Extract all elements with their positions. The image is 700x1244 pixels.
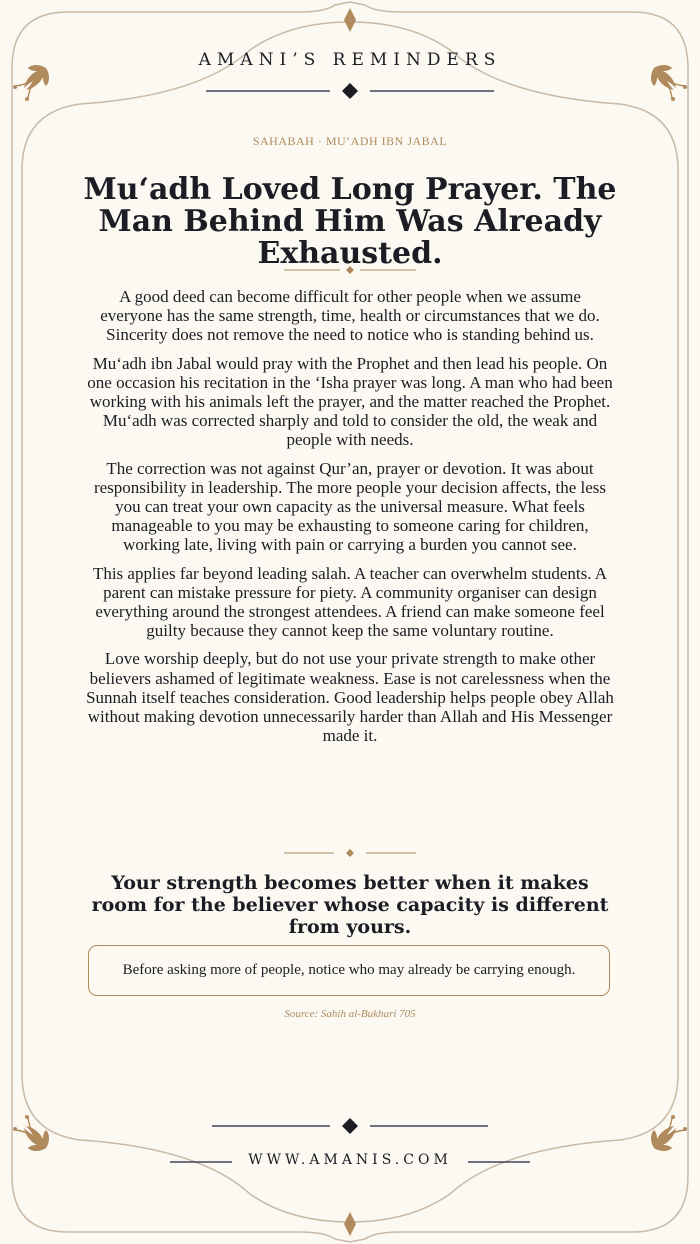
bottom-diamond-icon [344,1212,356,1236]
body-paragraph: The correction was not against Qur’an, prayer or devotion. It was about responsibility in leadership. The more people your decision affects, the less you can treat your own capacity as the universal measure. What feels manageable to you may be exhausting to someone caring for children, working late, living with pain or carrying a burden you cannot see. [93,458,607,555]
callout-text: Before asking more of people, notice who may already be carrying enough. [122,962,576,978]
body-paragraph: Mu‘adh ibn Jabal would pray with the Prophet and then lead his people. On one occasion his recitation in the ‘Isha prayer was long. A man who had been working with his animals left the prayer, and the matter reached the Prophet. Mu‘adh was corrected sharply and told to consider the old, the weak and people with needs. [87,353,613,450]
header-diamond-icon [342,83,358,99]
reflection-callout [88,945,610,996]
body-paragraph: A good deed can become difficult for other people when we assume everyone has the same strength, time, health or circumstances that we do. Sincerity does not remove the need to notice who is standing behind us. [100,287,600,345]
flourish-corner-icon-top-right [651,65,687,101]
source-citation: Source: Sahih al-Bukhari 705 [284,1008,416,1020]
article-category: SAHABAH · MU‘ADH IBN JABAL [252,134,448,148]
top-diamond-icon [344,8,356,32]
article-body [86,287,614,754]
flourish-corner-icon-top-left [13,65,49,101]
footer-diamond-icon [342,1118,358,1134]
body-paragraph: Love worship deeply, but do not use your private strength to make other believers ashamed of legitimate weakness. Ease is not carelessness when the Sunnah itself teaches consideration. Good leadership helps people obey Allah without making devotion unnecessarily harder than Allah and His Messenger made it. [86,649,614,746]
website-url[interactable]: WWW.AMANIS.COM [248,1152,452,1168]
flourish-corner-icon-bottom-left [13,1115,49,1151]
body-divider-diamond-icon [346,849,354,857]
key-takeaway: Your strength becomes better when it makes room for the believer whose capacity is different from yours. [91,872,609,938]
flourish-corner-icon-bottom-right [651,1115,687,1151]
body-paragraph: This applies far beyond leading salah. A teacher can overwhelm students. A parent can mistake pressure for piety. A community organiser can design everything around the strongest attendees. A friend can make someone feel guilty because they cannot keep the same voluntary routine. [92,563,608,641]
article-title: Mu‘adh Loved Long Prayer. The Man Behind Him Was Already Exhausted. [83,172,617,271]
brand-title: AMANI’S REMINDERS [198,50,502,70]
